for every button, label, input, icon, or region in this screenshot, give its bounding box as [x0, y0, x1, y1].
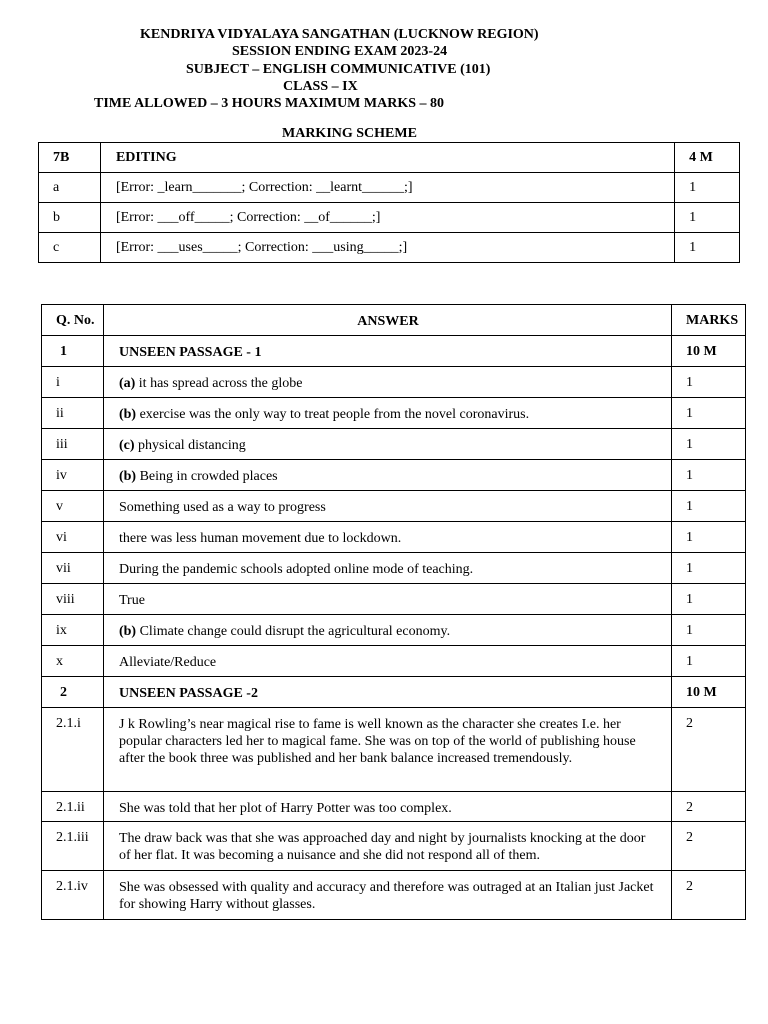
answer-option: (a) — [118, 376, 136, 391]
section-title: UNSEEN PASSAGE -2 — [103, 677, 671, 708]
row-qno: viii — [42, 584, 104, 615]
row-answer — [103, 398, 671, 429]
row-marks: 1 — [675, 233, 740, 263]
answer-text: During the pandemic schools adopted online mode of teaching. — [118, 562, 474, 577]
table-row — [39, 203, 740, 233]
answer-text: The draw back was that she was approached day and night by journalists knocking at the door of her flat. It was becoming a nuisance and she did not respond all of them. — [118, 831, 646, 863]
editing-header-row — [39, 143, 740, 173]
answer-option: (b) — [118, 624, 137, 639]
table-row — [42, 871, 746, 920]
table-row — [39, 173, 740, 203]
section-row-2 — [42, 677, 746, 708]
row-answer — [103, 615, 671, 646]
answer-text: Climate change could disrupt the agricultural economy. — [136, 624, 451, 639]
answer-text: She was told that her plot of Harry Potter was too complex. — [118, 801, 452, 816]
row-answer — [103, 491, 671, 522]
row-marks: 1 — [672, 615, 746, 646]
answer-text: Something used as a way to progress — [118, 500, 326, 515]
row-marks: 1 — [672, 491, 746, 522]
row-marks: 1 — [672, 460, 746, 491]
row-marks: 1 — [672, 429, 746, 460]
editing-qno: 7B — [39, 143, 101, 173]
row-text: [Error: ___uses_____; Correction: ___using_____;] — [100, 233, 674, 263]
row-qno: 2.1.iii — [42, 822, 104, 871]
header-line-3: SUBJECT – ENGLISH COMMUNICATIVE (101) — [186, 62, 491, 77]
table-row — [42, 429, 746, 460]
row-qno: 2.1.iv — [42, 871, 104, 920]
table-row — [42, 398, 746, 429]
row-text: [Error: ___off_____; Correction: __of______;] — [100, 203, 674, 233]
page-title: MARKING SCHEME — [282, 126, 417, 141]
row-qno: x — [42, 646, 104, 677]
row-marks: 1 — [675, 203, 740, 233]
row-answer — [103, 522, 671, 553]
header-answer: ANSWER — [103, 305, 671, 336]
row-qno: 2.1.i — [42, 708, 104, 792]
header-qno: Q. No. — [42, 305, 104, 336]
row-answer — [103, 792, 671, 822]
table-row — [42, 646, 746, 677]
answer-option: (b) — [118, 407, 137, 422]
answer-option: (b) — [118, 469, 137, 484]
row-answer — [103, 367, 671, 398]
answer-option: (c) — [118, 438, 135, 453]
table-row — [42, 615, 746, 646]
editing-heading: EDITING — [100, 143, 674, 173]
answer-text: there was less human movement due to lockdown. — [118, 531, 402, 546]
row-answer — [103, 708, 671, 792]
row-id: b — [39, 203, 101, 233]
row-answer — [103, 584, 671, 615]
row-qno: 2.1.ii — [42, 792, 104, 822]
row-marks: 1 — [672, 646, 746, 677]
section-qno: 2 — [42, 677, 104, 708]
table-row — [42, 522, 746, 553]
section-marks: 10 M — [672, 677, 746, 708]
table-row — [42, 708, 746, 792]
row-answer — [103, 429, 671, 460]
table-row — [42, 584, 746, 615]
answers-header-row — [42, 305, 746, 336]
table-row — [42, 460, 746, 491]
answer-text: Being in crowded places — [136, 469, 278, 484]
section-title: UNSEEN PASSAGE - 1 — [103, 336, 671, 367]
row-answer — [103, 460, 671, 491]
answer-text: J k Rowling’s near magical rise to fame is well known as the character she creates I.e. her popular characters led her to magical fame. She was on top of the world of publishing house after the book three was published and her bank balance increased tremendously. — [118, 717, 636, 766]
editing-table — [38, 142, 740, 263]
row-qno: vii — [42, 553, 104, 584]
section-qno: 1 — [42, 336, 104, 367]
row-marks: 2 — [672, 871, 746, 920]
header-line-1: KENDRIYA VIDYALAYA SANGATHAN (LUCKNOW REGION) — [140, 27, 539, 42]
row-answer — [103, 871, 671, 920]
table-row — [42, 491, 746, 522]
header-line-4: CLASS – IX — [283, 79, 358, 94]
answers-table — [41, 304, 746, 920]
answer-text: Alleviate/Reduce — [118, 655, 217, 670]
section-row-1 — [42, 336, 746, 367]
row-text: [Error: _learn_______; Correction: __learnt______;] — [100, 173, 674, 203]
row-qno: ii — [42, 398, 104, 429]
row-qno: iv — [42, 460, 104, 491]
row-marks: 2 — [672, 822, 746, 871]
header-line-5: TIME ALLOWED – 3 HOURS MAXIMUM MARKS – 80 — [94, 96, 445, 111]
row-marks: 1 — [672, 367, 746, 398]
header-line-2: SESSION ENDING EXAM 2023-24 — [232, 44, 448, 59]
section-marks: 10 M — [672, 336, 746, 367]
row-marks: 1 — [672, 584, 746, 615]
answer-text: True — [118, 593, 145, 608]
row-marks: 1 — [675, 173, 740, 203]
row-marks: 1 — [672, 398, 746, 429]
table-row — [42, 792, 746, 822]
row-answer — [103, 822, 671, 871]
row-qno: ix — [42, 615, 104, 646]
table-row — [39, 233, 740, 263]
row-qno: iii — [42, 429, 104, 460]
header-marks: MARKS — [672, 305, 746, 336]
row-id: c — [39, 233, 101, 263]
answer-text: it has spread across the globe — [135, 376, 303, 391]
answer-text: physical distancing — [134, 438, 246, 453]
editing-marks: 4 M — [675, 143, 740, 173]
row-answer — [103, 646, 671, 677]
row-marks: 1 — [672, 553, 746, 584]
row-qno: v — [42, 491, 104, 522]
row-marks: 1 — [672, 522, 746, 553]
answer-text: exercise was the only way to treat people from the novel coronavirus. — [136, 407, 530, 422]
table-row — [42, 367, 746, 398]
row-answer — [103, 553, 671, 584]
row-qno: vi — [42, 522, 104, 553]
row-marks: 2 — [672, 708, 746, 792]
row-id: a — [39, 173, 101, 203]
table-row — [42, 553, 746, 584]
row-qno: i — [42, 367, 104, 398]
table-row — [42, 822, 746, 871]
answer-text: She was obsessed with quality and accuracy and therefore was outraged at an Italian just Jacket for showing Harry without glasses. — [118, 880, 654, 912]
row-marks: 2 — [672, 792, 746, 822]
